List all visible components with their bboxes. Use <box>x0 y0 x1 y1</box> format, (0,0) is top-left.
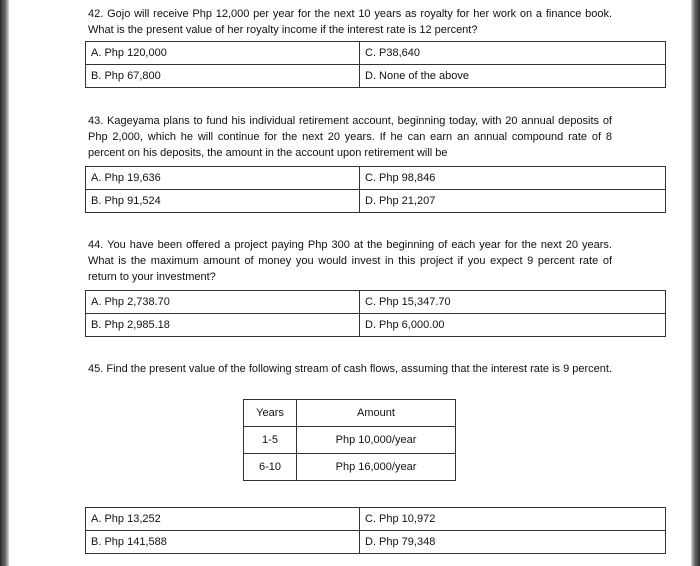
question-45-option-c[interactable]: C. Php 10,972 <box>360 508 666 531</box>
question-43-option-b[interactable]: B. Php 91,524 <box>86 190 360 213</box>
cashflow-amount-cell: Php 10,000/year <box>297 427 456 454</box>
question-44-option-b[interactable]: B. Php 2,985.18 <box>86 314 360 337</box>
cashflow-row <box>244 427 456 454</box>
question-42-option-c[interactable]: C. P38,640 <box>360 42 666 65</box>
question-44-options <box>85 290 666 337</box>
question-44-text: 44. You have been offered a project paying Php 300 at the beginning of each year for the next 20 years. What is the maximum amount of money you would invest in this project if you expect 9 percent rate of return to your investment? <box>88 239 612 283</box>
question-42 <box>88 6 612 38</box>
question-45-option-b[interactable]: B. Php 141,588 <box>86 531 360 554</box>
question-44 <box>88 237 612 285</box>
cashflow-amount-cell: Php 16,000/year <box>297 454 456 481</box>
question-42-text: 42. Gojo will receive Php 12,000 per year for the next 10 years as royalty for her work on a finance book. What is the present value of her royalty income if the interest rate is 12 percent? <box>88 8 612 36</box>
question-44-option-a[interactable]: A. Php 2,738.70 <box>86 291 360 314</box>
cashflow-header-amount: Amount <box>297 400 456 427</box>
question-45-options <box>85 507 666 554</box>
question-43-options <box>85 166 666 213</box>
question-45 <box>88 361 612 377</box>
question-42-option-a[interactable]: A. Php 120,000 <box>86 42 360 65</box>
question-42-option-d[interactable]: D. None of the above <box>360 65 666 88</box>
cashflow-row <box>244 454 456 481</box>
question-43-option-d[interactable]: D. Php 21,207 <box>360 190 666 213</box>
left-page-edge-shadow <box>0 0 9 566</box>
question-44-option-c[interactable]: C. Php 15,347.70 <box>360 291 666 314</box>
cashflow-years-cell: 1-5 <box>244 427 297 454</box>
question-43-option-a[interactable]: A. Php 19,636 <box>86 167 360 190</box>
question-43 <box>88 113 612 161</box>
cashflow-header-row <box>244 400 456 427</box>
right-page-edge-shadow <box>691 0 700 566</box>
cashflow-years-cell: 6-10 <box>244 454 297 481</box>
question-44-option-d[interactable]: D. Php 6,000.00 <box>360 314 666 337</box>
cashflow-header-years: Years <box>244 400 297 427</box>
question-42-options <box>85 41 666 88</box>
question-45-option-d[interactable]: D. Php 79,348 <box>360 531 666 554</box>
question-43-text: 43. Kageyama plans to fund his individual retirement account, beginning today, with 20 annual deposits of Php 2,000, which he will continue for the next 20 years. If he can earn an annual compound rate of 8 percent on his deposits, the amount in the account upon retirement will be <box>88 115 612 159</box>
question-42-option-b[interactable]: B. Php 67,800 <box>86 65 360 88</box>
cashflow-table <box>243 399 456 481</box>
question-45-text: 45. Find the present value of the following stream of cash flows, assuming that the interest rate is 9 percent. <box>88 363 612 375</box>
question-45-option-a[interactable]: A. Php 13,252 <box>86 508 360 531</box>
question-43-option-c[interactable]: C. Php 98,846 <box>360 167 666 190</box>
